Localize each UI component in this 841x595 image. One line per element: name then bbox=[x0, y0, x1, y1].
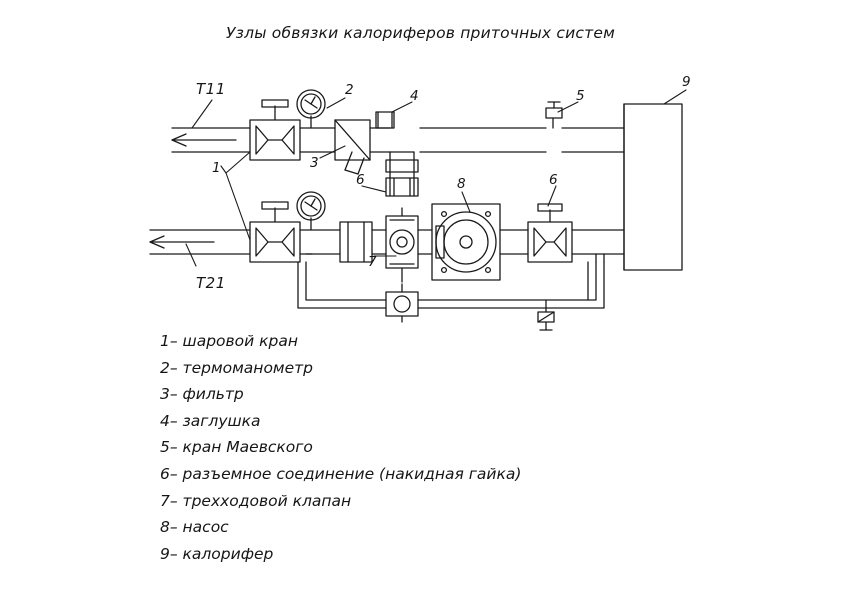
legend-item: 7– трехходовой клапан bbox=[160, 491, 352, 510]
supply-flow-arrow bbox=[172, 134, 236, 146]
port-leaders bbox=[186, 100, 212, 266]
plug-cap bbox=[376, 112, 394, 128]
filter-strainer bbox=[335, 120, 370, 174]
thermomanometer-top bbox=[297, 90, 325, 128]
ball-valve-bottom bbox=[250, 202, 300, 262]
page-title: Узлы обвязки калориферов приточных систем bbox=[226, 24, 615, 42]
callout-3: 3 bbox=[310, 155, 319, 171]
legend-item: 4– заглушка bbox=[160, 411, 261, 430]
callout-6-left: 6 bbox=[356, 172, 365, 188]
air-heater-unit bbox=[624, 104, 682, 270]
ball-valve-top bbox=[250, 100, 300, 160]
callout-2: 2 bbox=[345, 82, 354, 98]
callout-6-right: 6 bbox=[549, 172, 558, 188]
legend-item: 3– фильтр bbox=[160, 385, 244, 404]
legend bbox=[160, 328, 760, 567]
legend-item: 5– кран Маевского bbox=[160, 438, 313, 457]
legend-item: 2– термоманометр bbox=[160, 358, 314, 377]
legend-item: 8– насос bbox=[160, 518, 229, 537]
union-nut-right bbox=[528, 204, 572, 262]
port-label-supply: Т11 bbox=[196, 80, 226, 98]
return-flow-arrow bbox=[150, 236, 214, 248]
supply-branch-down bbox=[386, 152, 418, 196]
callout-8: 8 bbox=[457, 176, 466, 192]
legend-item: 1– шаровой кран bbox=[160, 332, 298, 350]
callout-4: 4 bbox=[410, 88, 419, 104]
mayevsky-valve bbox=[546, 102, 562, 128]
thermomanometer-bottom bbox=[297, 192, 325, 230]
union-nut-branch bbox=[386, 178, 418, 196]
legend-item: 6– разъемное соединение (накидная гайка) bbox=[160, 464, 522, 483]
bypass-loop bbox=[298, 254, 604, 322]
port-label-return: Т21 bbox=[196, 274, 226, 292]
callout-5: 5 bbox=[576, 88, 585, 104]
callout-1: 1 bbox=[212, 160, 221, 176]
drain-valve bbox=[538, 300, 554, 330]
three-way-valve bbox=[386, 208, 418, 282]
circulation-pump bbox=[432, 204, 500, 280]
callout-9: 9 bbox=[682, 74, 691, 90]
legend-item: 9– калорифер bbox=[160, 544, 274, 563]
callout-7: 7 bbox=[368, 254, 377, 270]
